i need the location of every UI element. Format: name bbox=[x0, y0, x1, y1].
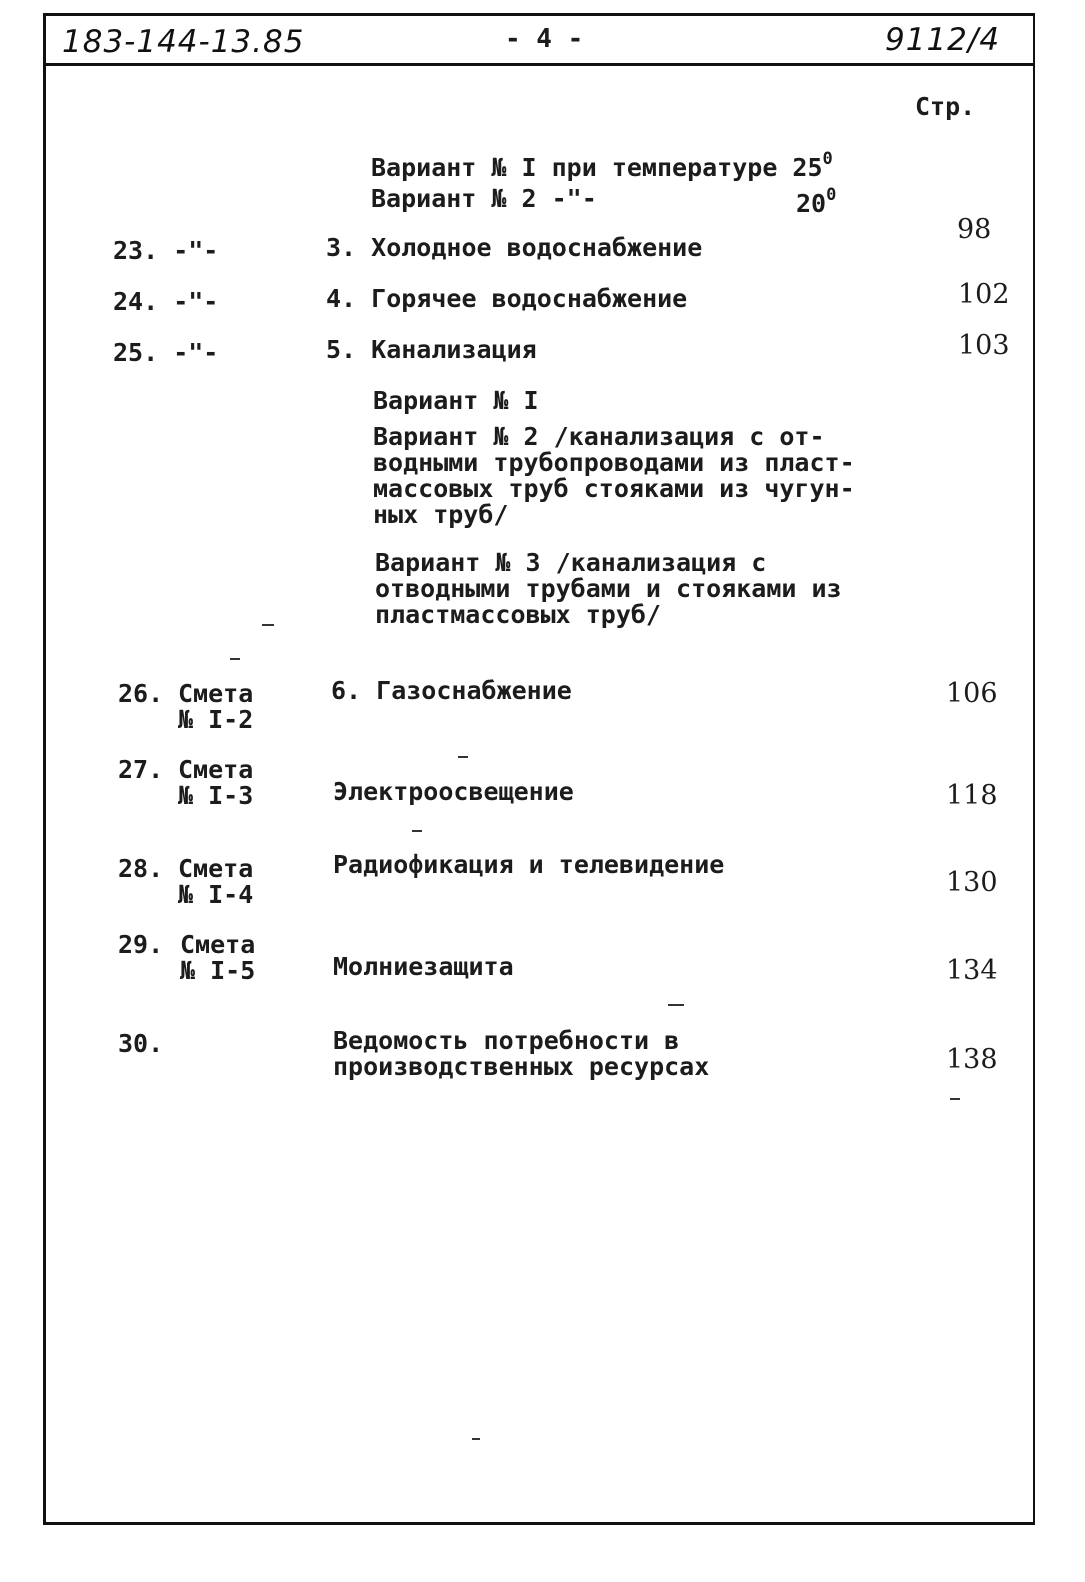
variant-1-text: Вариант № I при температуре 25 bbox=[371, 153, 823, 182]
page-number: - 4 - bbox=[505, 24, 584, 54]
row-29-title: Молниезащита bbox=[333, 952, 514, 981]
row-29-number: 29. bbox=[118, 930, 164, 959]
row-24-page: 102 bbox=[958, 279, 1010, 310]
row-26-title: 6. Газоснабжение bbox=[331, 676, 572, 705]
row-23-number: 23. -"- bbox=[113, 236, 219, 265]
degree-sup: 0 bbox=[826, 185, 837, 205]
scan-speck bbox=[950, 1098, 960, 1100]
row-27-title: Электроосвещение bbox=[333, 777, 574, 806]
row-24-title: 4. Горячее водоснабжение bbox=[326, 284, 688, 313]
row-25-page: 103 bbox=[958, 330, 1010, 361]
sewer-variant-3: Вариант № 3 /канализация с отводными трубами и стояками из пластмассовых труб/ bbox=[375, 548, 842, 629]
row-28-title: Радиофикация и телевидение bbox=[333, 850, 725, 879]
row-30-title: Ведомость потребности в производственных ресурсах bbox=[333, 1026, 710, 1081]
variant-2-value bbox=[796, 182, 836, 217]
row-26-estimate: Смета № I-2 bbox=[178, 679, 254, 734]
scan-speck bbox=[458, 756, 468, 758]
scan-speck bbox=[230, 658, 240, 660]
variant-2-value-text: 20 bbox=[796, 189, 827, 218]
row-27-page: 118 bbox=[946, 780, 998, 811]
row-29-estimate: Смета № I-5 bbox=[180, 930, 256, 985]
scan-speck bbox=[262, 624, 274, 626]
row-25-number: 25. -"- bbox=[113, 338, 219, 367]
row-27-number: 27. bbox=[118, 755, 164, 784]
variant-2-temperature: Вариант № 2 -"- bbox=[371, 184, 597, 213]
row-26-number: 26. bbox=[118, 679, 164, 708]
row-28-number: 28. bbox=[118, 854, 164, 883]
scan-speck bbox=[412, 830, 422, 832]
sheet-number: 9112/4 bbox=[885, 22, 1001, 58]
row-27-estimate: Смета № I-3 bbox=[178, 755, 254, 810]
row-26-page: 106 bbox=[946, 678, 998, 709]
scan-speck bbox=[472, 1438, 480, 1440]
row-23-title: 3. Холодное водоснабжение bbox=[326, 233, 703, 262]
sewer-variant-2: Вариант № 2 /канализация с от- водными трубопроводами из пласт- массовых труб стояками из чугун- ных труб/ bbox=[373, 422, 855, 529]
degree-sup: 0 bbox=[822, 149, 833, 169]
row-23-page: 98 bbox=[957, 214, 992, 245]
variant-1-temperature bbox=[371, 146, 833, 181]
sewer-variant-1: Вариант № I bbox=[373, 386, 539, 415]
scan-speck bbox=[668, 1004, 684, 1006]
row-28-estimate: Смета № I-4 bbox=[178, 854, 254, 909]
row-30-number: 30. bbox=[118, 1029, 164, 1058]
row-30-page: 138 bbox=[946, 1044, 998, 1075]
row-28-page: 130 bbox=[946, 867, 998, 898]
row-29-page: 134 bbox=[946, 955, 998, 986]
row-25-title: 5. Канализация bbox=[326, 335, 537, 364]
row-24-number: 24. -"- bbox=[113, 287, 219, 316]
document-code: 183-144-13.85 bbox=[62, 24, 305, 60]
header-divider bbox=[43, 63, 1035, 66]
page-column-header: Стр. bbox=[915, 92, 976, 121]
